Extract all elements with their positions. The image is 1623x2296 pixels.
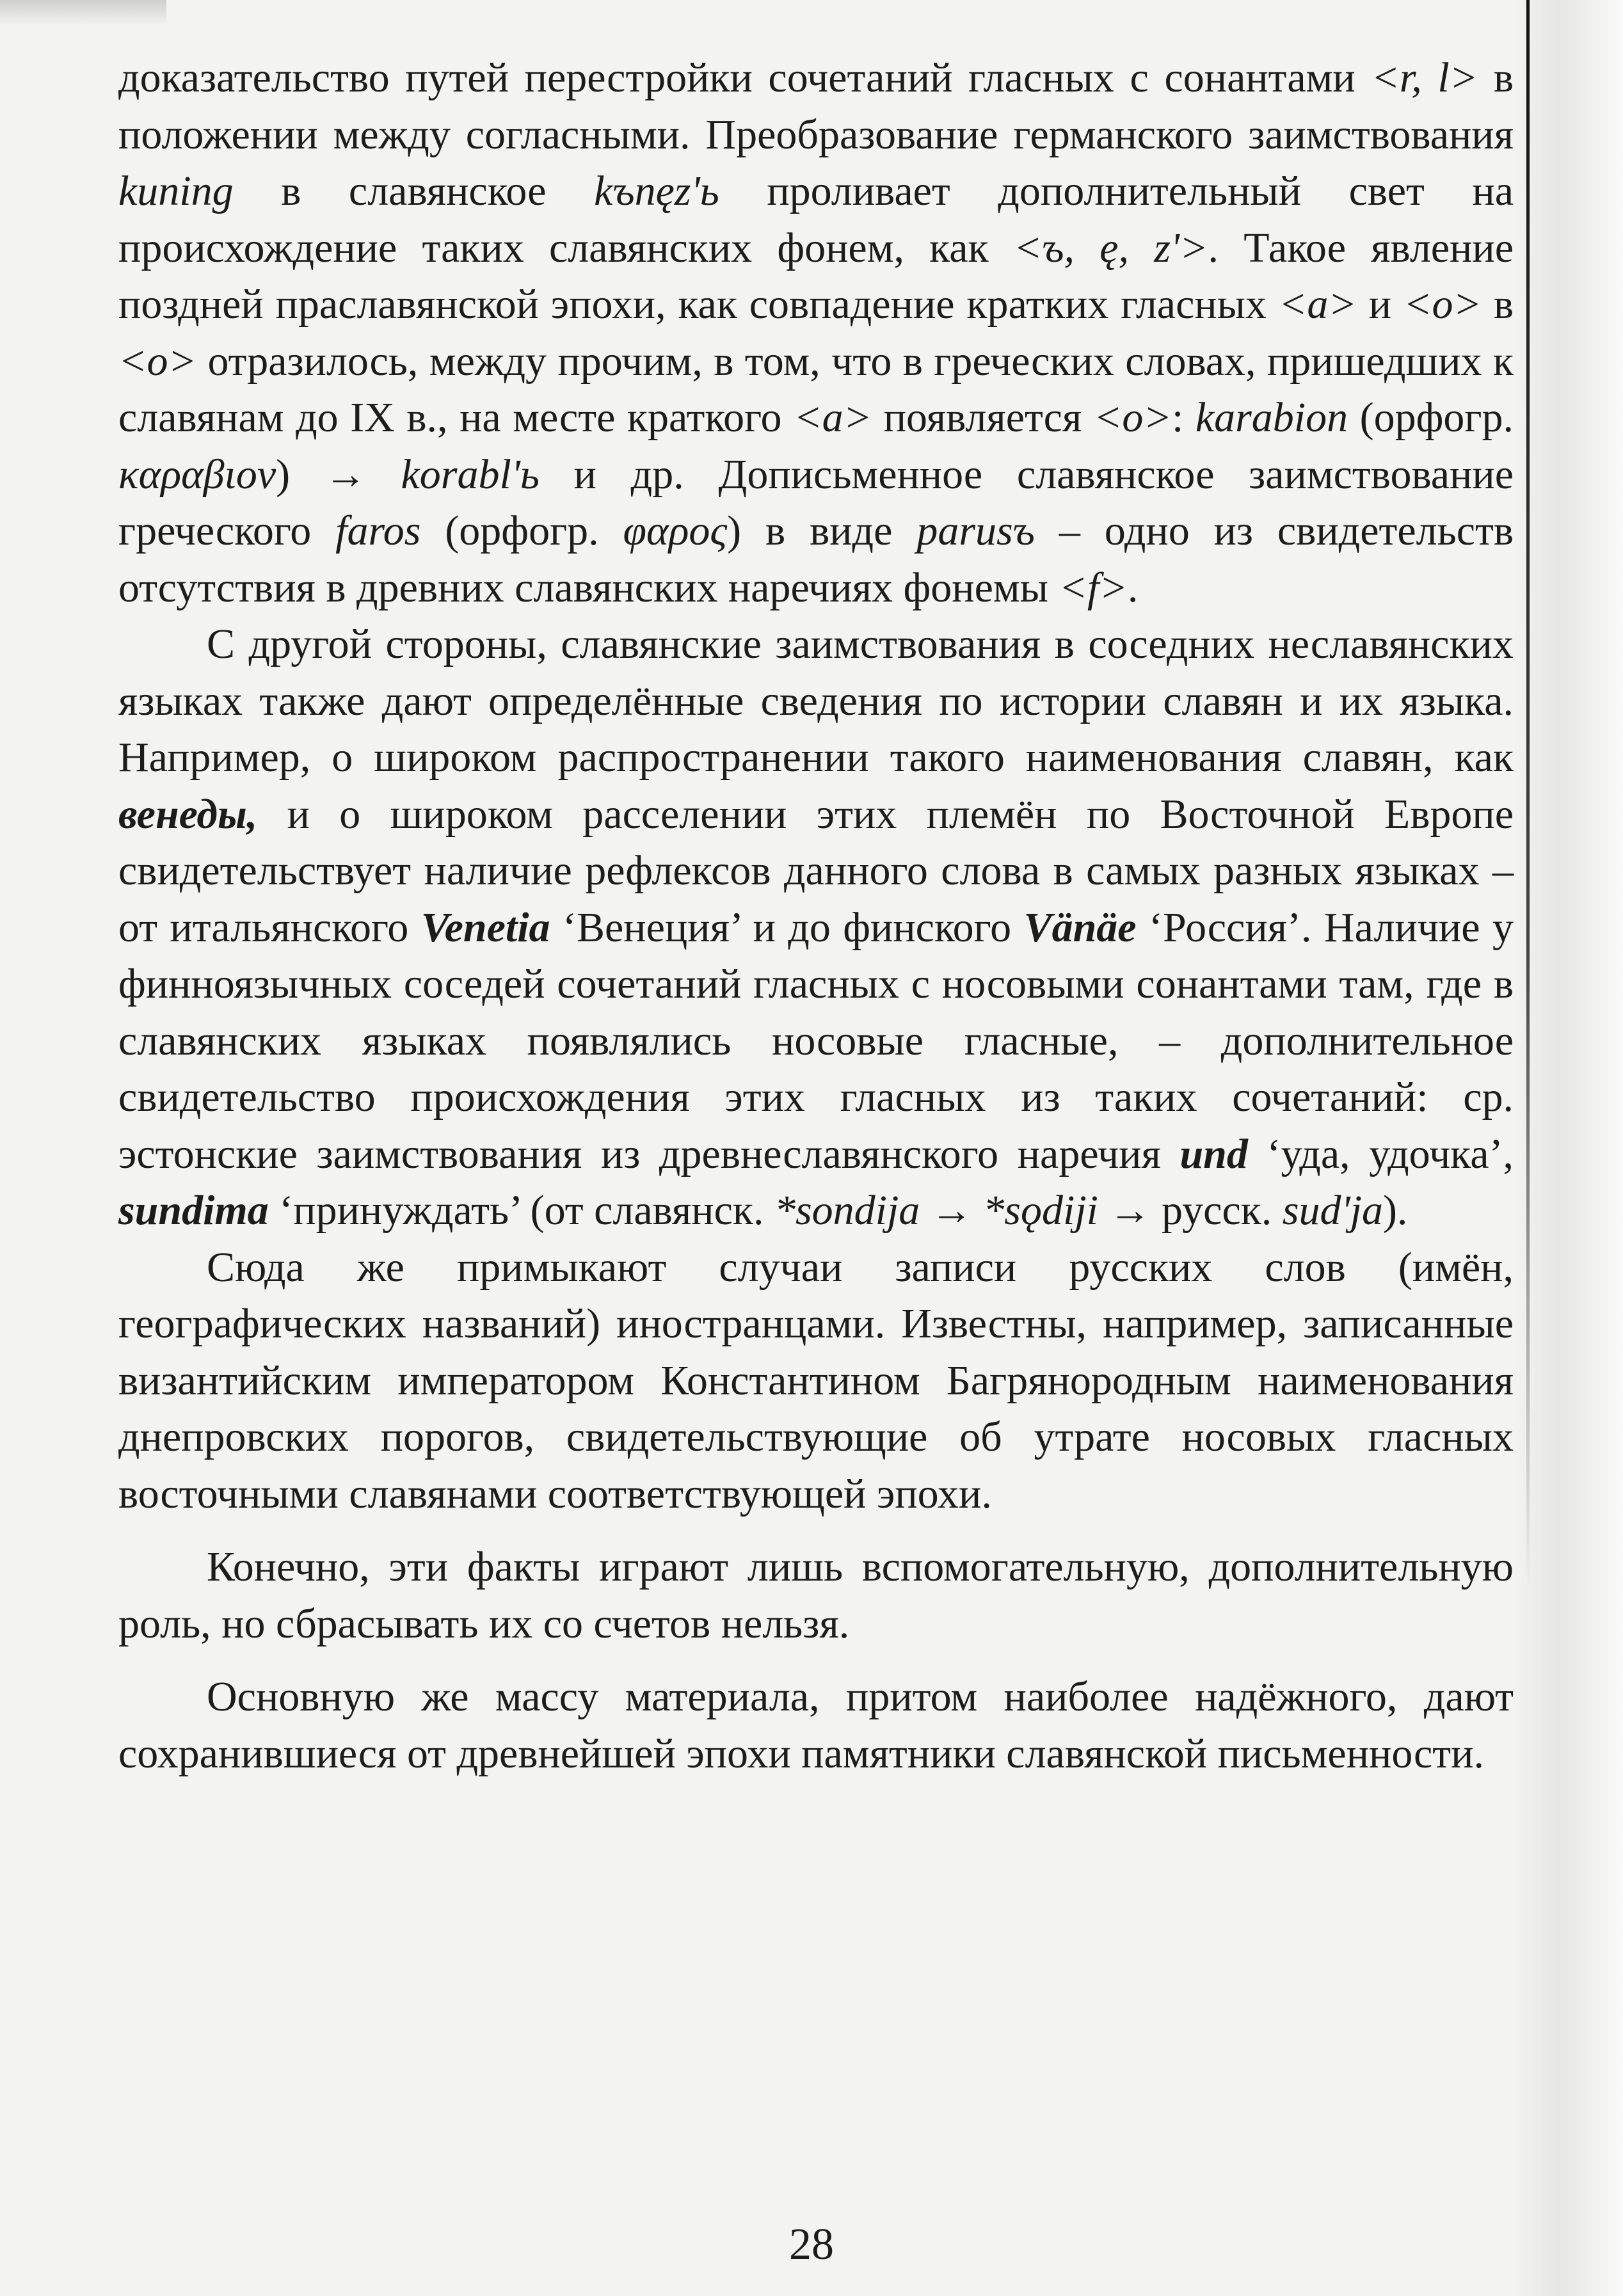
- italic-term: <ъ, ę, zʹ>: [1013, 224, 1208, 271]
- text-run: Сюда же примыкают случаи записи русских слов (имён, географических названий) иностранцами. Известны, например, записанные византийским императором Константином Багрянородным наименования днепровских порогов, свидетельствующие об утрате носовых гласных восточными славянами соответствующей эпохи.: [118, 1243, 1514, 1517]
- italic-term: kuning: [118, 168, 234, 214]
- text-run: появляется: [872, 394, 1094, 441]
- text-run: в положении между согласными. Преобразование германского заимствования: [118, 54, 1514, 158]
- text-run: ) в виде: [727, 507, 917, 554]
- text-run: ‘Венеция’ и до финского: [550, 904, 1024, 951]
- text-run: Основную же массу материала, притом наиболее надёжного, дают сохранившиеся от древнейшей эпохи памятники славянской письменности.: [118, 1673, 1514, 1777]
- bold-italic-term: und: [1179, 1130, 1248, 1177]
- italic-term: <a>: [794, 394, 872, 441]
- italic-term: <o>: [1403, 281, 1482, 328]
- text-run: ‘принуждать’ (от славянск.: [268, 1187, 774, 1234]
- text-run: и: [1356, 281, 1403, 328]
- text-run: → русск.: [1098, 1187, 1283, 1234]
- italic-term: <o>: [1093, 394, 1172, 441]
- text-run: (орфогр.: [1348, 394, 1514, 441]
- paragraph-2: [118, 616, 1514, 1240]
- bold-italic-term: венеды,: [118, 790, 258, 838]
- italic-term: φαρος: [623, 507, 728, 554]
- italic-term: korablʹь: [401, 450, 540, 498]
- italic-term: karabion: [1195, 394, 1348, 441]
- italic-term: sudʹja: [1282, 1187, 1383, 1234]
- italic-term: <f>: [1059, 564, 1128, 611]
- paragraph-5: [118, 1669, 1514, 1782]
- text-run: :: [1171, 394, 1195, 441]
- text-run: в: [1482, 281, 1514, 328]
- paragraph-4: [118, 1539, 1514, 1652]
- italic-term: <r, l>: [1371, 54, 1478, 101]
- text-run: . Такое явление поздней праславянской эпохи, как совпадение кратких гласных: [118, 224, 1514, 328]
- page-number: 28: [789, 2220, 834, 2269]
- text-run: С другой стороны, славянские заимствования в соседних неславянских языках также дают определённые сведения по истории славян и их языка. Например, о широком распространении такого наименования славян, как: [118, 621, 1514, 781]
- text-run: в славянское: [233, 168, 595, 214]
- text-run: и др. Дописьменное славянское заимствование греческого: [118, 450, 1514, 554]
- text-run: ).: [1382, 1187, 1408, 1234]
- page-edge: [1514, 0, 1623, 2296]
- book-spine-edge: [1526, 0, 1530, 1587]
- paragraph-3: [118, 1240, 1514, 1523]
- text-run: доказательство путей перестройки сочетаний гласных с сонантами: [118, 54, 1371, 101]
- page-body: [118, 50, 1514, 1782]
- italic-term: kъnęzʹь: [594, 168, 719, 214]
- text-run: отразилось, между прочим, в том, что в греческих словах, пришедших к славянам до IX в., на месте краткого: [118, 337, 1514, 441]
- italic-term: καραβιον: [118, 450, 276, 498]
- bold-italic-term: sundima: [118, 1187, 269, 1234]
- text-run: – одно из свидетельств отсутствия в древних славянских наречиях фонемы: [118, 507, 1514, 611]
- text-run: ) →: [276, 450, 401, 498]
- text-run: .: [1127, 564, 1139, 611]
- italic-term: parusъ: [916, 507, 1035, 554]
- text-run: ‘уда, удочка’,: [1247, 1130, 1514, 1177]
- italic-term: <a>: [1278, 281, 1357, 328]
- italic-term: <o>: [118, 337, 197, 385]
- paragraph-1: [118, 50, 1514, 616]
- text-run: ‘Россия’. Наличие у финноязычных соседей сочетаний гласных с носовыми сонантами там, где в славянских языках появлялись носовые гласные, – дополнительное свидетельство происхождения этих гласных из таких сочетаний: ср. эстонские заимствования из древнеславянского наречия: [118, 904, 1514, 1177]
- scan-shadow: [0, 0, 166, 26]
- text-run: Конечно, эти факты играют лишь вспомогательную, дополнительную роль, но сбрасывать их со счетов нельзя.: [118, 1543, 1514, 1647]
- italic-term: *sondija → *sǫdiji: [774, 1187, 1099, 1234]
- text-run: проливает дополнительный свет на происхождение таких славянских фонем, как: [118, 168, 1514, 271]
- text-run: (орфогр.: [420, 507, 623, 554]
- bold-italic-term: Venetia: [420, 904, 550, 951]
- bold-italic-term: Vänäe: [1023, 904, 1137, 951]
- text-run: и о широком расселении этих племён по Восточной Европе свидетельствует наличие рефлексов данного слова в самых разных языках – от итальянского: [118, 790, 1514, 951]
- italic-term: faros: [335, 507, 421, 554]
